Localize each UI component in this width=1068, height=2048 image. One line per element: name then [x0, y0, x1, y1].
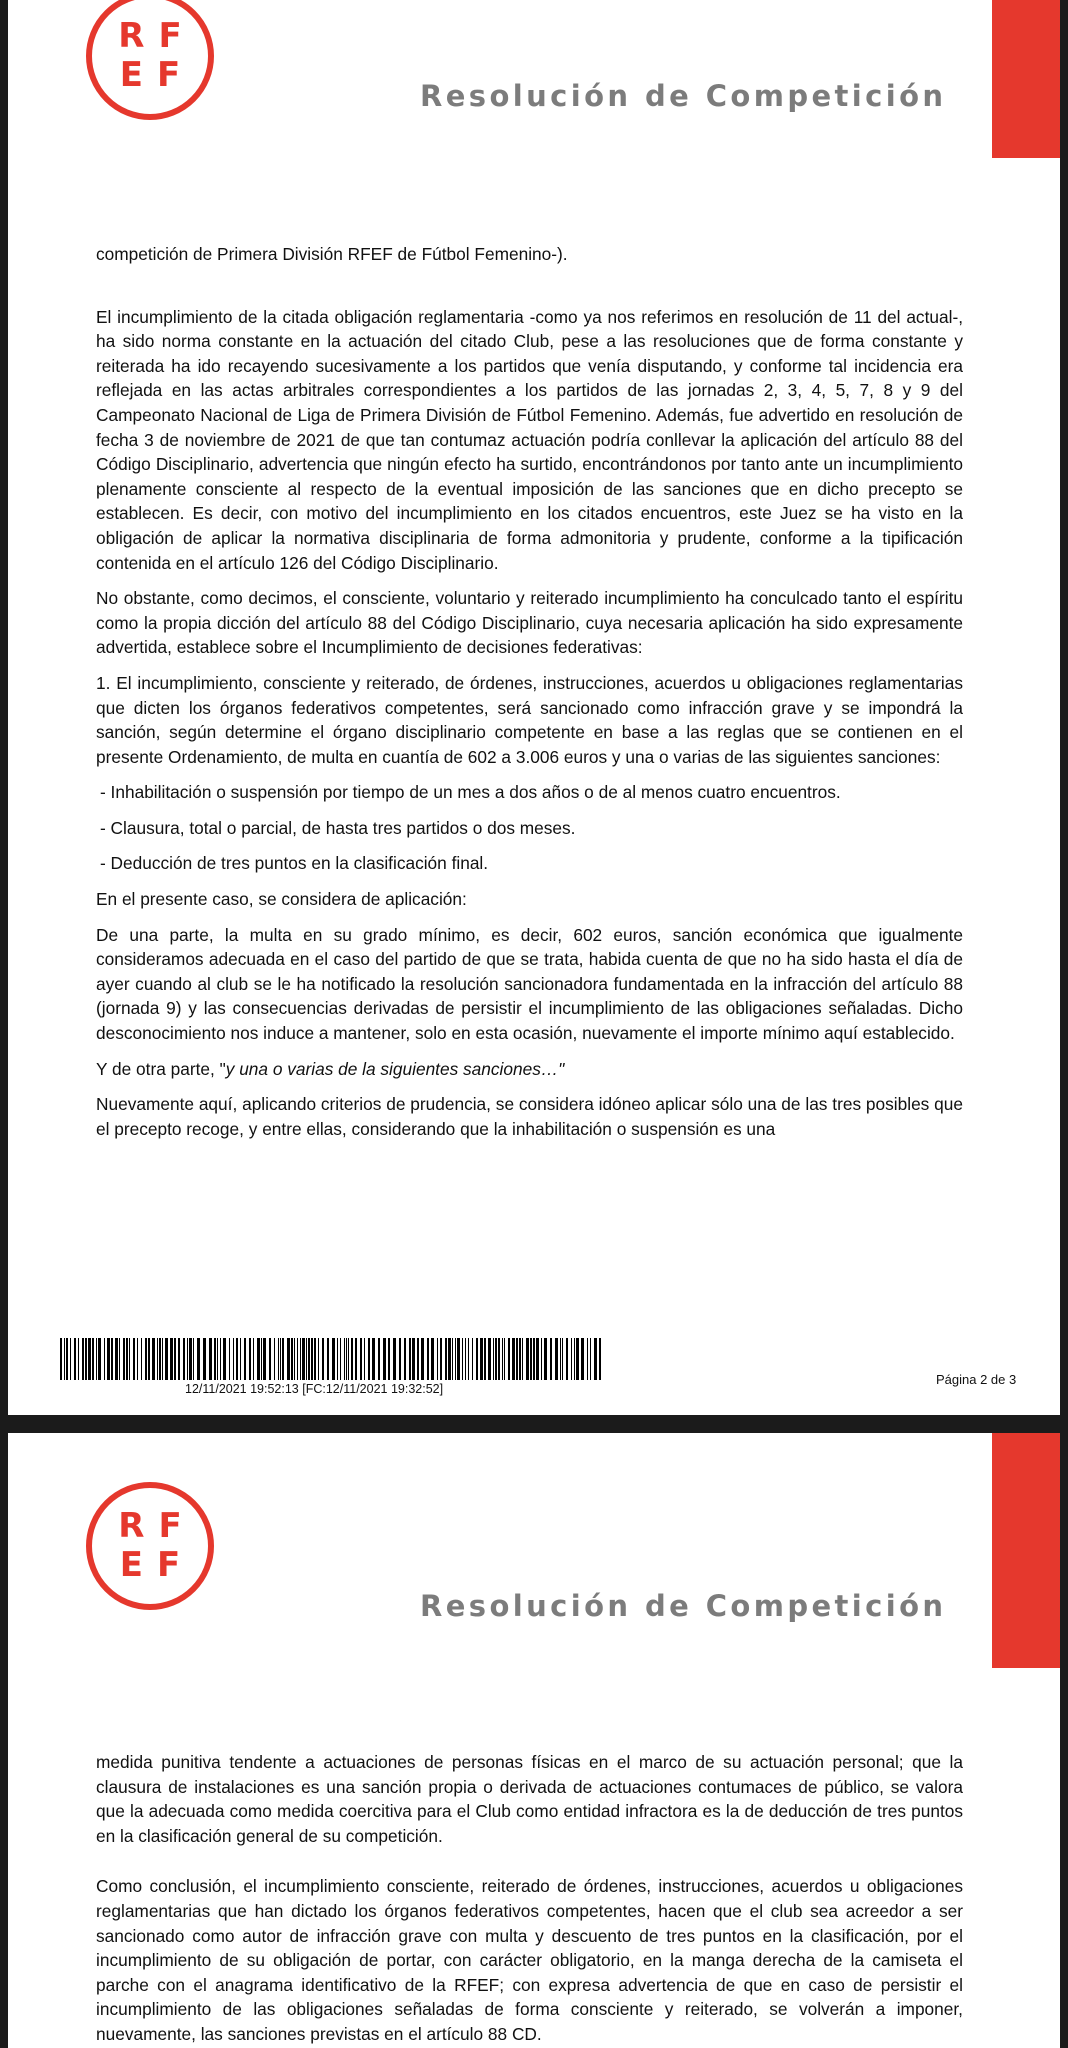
barcode-stripe	[465, 1338, 466, 1380]
barcode-stripe	[78, 1338, 79, 1380]
barcode-stripe	[476, 1338, 478, 1380]
barcode-stripe	[306, 1338, 307, 1380]
page-body-text	[96, 1750, 963, 2048]
barcode-stripe	[437, 1338, 438, 1380]
barcode-stripe	[236, 1338, 238, 1380]
barcode-stripe	[282, 1338, 284, 1380]
barcode-stripe	[512, 1338, 515, 1380]
barcode-stripe	[197, 1338, 200, 1380]
barcode-timestamp: 12/11/2021 19:52:13 [FC:12/11/2021 19:32:52]	[185, 1382, 444, 1396]
red-accent-bar	[992, 1433, 1060, 1668]
barcode-stripe	[318, 1338, 319, 1380]
barcode-stripe	[123, 1338, 125, 1380]
barcode-stripe	[541, 1338, 542, 1380]
barcode-stripe	[378, 1338, 380, 1380]
barcode-stripe	[504, 1338, 505, 1380]
barcode-stripe	[571, 1338, 572, 1380]
barcode-stripe	[257, 1338, 260, 1380]
barcode-stripe	[145, 1338, 147, 1380]
barcode-stripe	[165, 1338, 168, 1380]
barcode-stripe	[457, 1338, 460, 1380]
barcode-stripe	[115, 1338, 118, 1380]
barcode-stripe	[587, 1338, 588, 1380]
barcode-stripe	[66, 1338, 68, 1380]
barcode-stripe	[544, 1338, 547, 1380]
barcode-stripe	[498, 1338, 500, 1380]
barcode-stripe	[174, 1338, 176, 1380]
barcode-stripe	[421, 1338, 424, 1380]
paragraph: No obstante, como decimos, el consciente, voluntario y reiterado incumplimiento ha conculcado tanto el espíritu como la propia dicción del artículo 88 del Código Disciplinario, cuya necesaria aplicación ha sido expresamente advertida, establece sobre el Incumplimiento de decisiones federativas:	[96, 588, 963, 658]
barcode-stripe	[417, 1338, 419, 1380]
barcode-stripe	[189, 1338, 192, 1380]
barcode-stripe	[412, 1338, 415, 1380]
barcode-stripe	[455, 1338, 456, 1380]
barcode-stripe	[448, 1338, 451, 1380]
barcode-stripe	[74, 1338, 76, 1380]
red-accent-bar	[992, 0, 1060, 158]
barcode-stripe	[253, 1338, 254, 1380]
barcode-stripe	[64, 1338, 65, 1380]
barcode-stripe	[193, 1338, 194, 1380]
barcode-stripe	[388, 1338, 390, 1380]
barcode-stripe	[368, 1338, 370, 1380]
barcode-stripe	[346, 1338, 347, 1380]
paragraph: medida punitiva tendente a actuaciones de personas físicas en el marco de su actuación personal; que la clausura de instalaciones es una sanción propia o derivada de actuaciones contumaces de público, se valora que la adecuada como medida coercitiva para el Club como entidad infractora es la de deducción de tres puntos en la clasificación general de su competición.	[96, 1752, 963, 1846]
barcode-stripe	[111, 1338, 113, 1380]
barcode-stripe	[233, 1338, 234, 1380]
barcode-stripe	[170, 1338, 173, 1380]
barcode-stripe	[355, 1338, 357, 1380]
page-number: Página 2 de 3	[936, 1372, 1017, 1387]
paragraph: El incumplimiento de la citada obligación reglamentaria -como ya nos referimos en resolución de 11 del actual-, ha sido norma constante en la actuación del citado Club, pese a las resoluciones que de forma constante y reiterada ha ido recayendo sucesivamente a los partidos que venía disputando, y conforme tal incidencia era reflejada en las actas arbitrales correspondientes a los partidos de las jornadas 2, 3, 4, 5, 7, 8 y 9 del Campeonato Nacional de Liga de Primera División de Fútbol Femenino. Además, fue advertido en resolución de fecha 3 de noviembre de 2021 de que tan contumaz actuación podría conllevar la aplicación del artículo 88 del Código Disciplinario, advertencia que ningún efecto ha surtido, encontrándonos por tanto ante un incumplimiento plenamente consciente al respecto de la eventual imposición de las sanciones que en dicho precepto se establecen. Es decir, con motivo del incumplimiento en los citados encuentros, este Juez se ha visto en la obligación de aplicar la normativa disciplinaria de forma admonitoria y prudente, conforme a la tipificación contenida en el artículo 126 del Código Disciplinario.	[96, 306, 963, 573]
barcode-stripe	[60, 1338, 62, 1380]
barcode-stripe	[526, 1338, 529, 1380]
barcode-stripe	[590, 1338, 591, 1380]
barcode-stripe	[560, 1338, 561, 1380]
barcode-stripe	[393, 1338, 396, 1380]
barcode-stripe	[581, 1338, 584, 1380]
barcode-stripe	[159, 1338, 161, 1380]
barcode-stripe	[291, 1338, 293, 1380]
barcode-stripe	[82, 1338, 84, 1380]
barcode-stripe	[85, 1338, 87, 1380]
list-item: - Deducción de tres puntos en la clasificación final.	[100, 853, 489, 874]
barcode-stripe	[280, 1338, 281, 1380]
barcode-stripe	[322, 1338, 324, 1380]
barcode-stripe	[427, 1338, 429, 1380]
paragraph: En el presente caso, se considera de aplicación:	[96, 889, 467, 910]
barcode-stripe	[522, 1338, 523, 1380]
barcode-stripe	[351, 1338, 353, 1380]
barcode-stripe	[220, 1338, 221, 1380]
barcode-stripe	[530, 1338, 532, 1380]
barcode-stripe	[314, 1338, 316, 1380]
barcode-stripe	[278, 1338, 279, 1380]
barcode-stripe	[157, 1338, 158, 1380]
barcode-stripe	[484, 1338, 486, 1380]
barcode-stripe	[311, 1338, 313, 1380]
barcode-stripe	[148, 1338, 150, 1380]
barcode-stripe	[229, 1338, 230, 1380]
barcode-stripe	[495, 1338, 497, 1380]
document-page-2	[8, 0, 1060, 1415]
barcode-stripe	[287, 1338, 290, 1380]
paragraph-quote: Y de otra parte, "y una o varias de la siguientes sanciones…"	[96, 1058, 565, 1079]
barcode-stripe	[462, 1338, 463, 1380]
barcode-stripe	[383, 1338, 386, 1380]
barcode-stripe	[468, 1338, 469, 1380]
barcode-stripe	[209, 1338, 212, 1380]
barcode-stripe	[533, 1338, 535, 1380]
barcode-stripe	[70, 1338, 71, 1380]
barcode-stripe	[126, 1338, 128, 1380]
barcode-stripe	[187, 1338, 188, 1380]
barcode-stripe	[332, 1338, 335, 1380]
barcode-stripe	[244, 1338, 246, 1380]
barcode-stripe	[274, 1338, 275, 1380]
barcode-stripe	[372, 1338, 375, 1380]
barcode-stripe	[445, 1338, 447, 1380]
barcode-stripe	[364, 1338, 365, 1380]
page-body-text	[96, 242, 963, 1152]
barcode-stripe	[96, 1338, 97, 1380]
barcode-stripe	[480, 1338, 483, 1380]
barcode-stripe	[141, 1338, 142, 1380]
barcode-stripe	[294, 1338, 295, 1380]
barcode-stripe	[562, 1338, 563, 1380]
barcode-stripe	[92, 1338, 94, 1380]
list-item: - Inhabilitación o suspensión por tiempo de un mes a dos años o de al menos cuatro encuentros.	[100, 782, 841, 803]
barcode-stripe	[107, 1338, 110, 1380]
barcode-stripe	[399, 1338, 401, 1380]
barcode-stripe	[337, 1338, 338, 1380]
barcode-stripe	[555, 1338, 558, 1380]
rfef-logo: RF EF	[86, 0, 214, 120]
barcode-stripe	[223, 1338, 226, 1380]
barcode-stripe	[261, 1338, 262, 1380]
barcode-stripe	[508, 1338, 510, 1380]
barcode-stripe	[249, 1338, 251, 1380]
list-item: - Clausura, total o parcial, de hasta tres partidos o dos meses.	[100, 817, 576, 838]
barcode-stripe	[493, 1338, 494, 1380]
barcode-stripe	[214, 1338, 216, 1380]
barcode-stripe	[137, 1338, 138, 1380]
barcode-stripe	[340, 1338, 341, 1380]
barcode-stripe	[516, 1338, 518, 1380]
barcode-stripe	[431, 1338, 434, 1380]
barcode-stripe	[488, 1338, 491, 1380]
barcode-stripe	[217, 1338, 218, 1380]
document-page-3	[8, 1433, 1060, 2048]
barcode-stripe	[404, 1338, 406, 1380]
paragraph: Nuevamente aquí, aplicando criterios de prudencia, se considera idóneo aplicar sólo una de las tres posibles que el precepto recoge, y entre ellas, considerando que la inhabilitación o suspensión es una	[96, 1094, 963, 1139]
barcode-stripe	[240, 1338, 241, 1380]
barcode-stripe	[133, 1338, 135, 1380]
rfef-logo: RF EF	[86, 1482, 214, 1610]
barcode-stripe	[183, 1338, 185, 1380]
barcode-stripe	[129, 1338, 130, 1380]
barcode-stripe	[178, 1338, 180, 1380]
barcode-stripe	[599, 1338, 601, 1380]
barcode-stripe	[104, 1338, 105, 1380]
barcode-stripe	[594, 1338, 597, 1380]
barcode-stripe	[566, 1338, 568, 1380]
barcode-stripe	[576, 1338, 579, 1380]
paragraph: 1. El incumplimiento, consciente y reiterado, de órdenes, instrucciones, acuerdos u obligaciones reglamentarias que dicten los órganos federativos competentes, será sancionado como infracción grave y se impondrá la sanción, según determine el órgano disciplinario competente en base a las reglas que se contienen en el presente Ordenamiento, de multa en cuantía de 602 a 3.006 euros y una o varias de las siguientes sanciones:	[96, 672, 963, 767]
barcode-stripe	[98, 1338, 101, 1380]
barcode-stripe	[203, 1338, 206, 1380]
barcode-stripe	[297, 1338, 298, 1380]
barcode-stripe	[269, 1338, 271, 1380]
barcode	[60, 1338, 603, 1380]
barcode-stripe	[263, 1338, 266, 1380]
barcode-stripe	[574, 1338, 575, 1380]
barcode-stripe	[308, 1338, 310, 1380]
barcode-stripe	[302, 1338, 305, 1380]
paragraph: De una parte, la multa en su grado mínimo, es decir, 602 euros, sanción económica que igualmente consideramos adecuada en el caso del partido de que se trata, habida cuenta de que no ha sido hasta el día de ayer cuando al club se le ha notificado la resolución sancionadora fundamentada en la infracción del artículo 88 (jornada 9) y las consecuencias derivadas de persistir el incumplimiento de las obligaciones señaladas. Dicho desconocimiento nos induce a mantener, solo en esta ocasión, nuevamente el importe mínimo aquí establecido.	[96, 924, 963, 1044]
document-title: Resolución de Competición	[420, 79, 947, 113]
barcode-stripe	[502, 1338, 503, 1380]
barcode-stripe	[536, 1338, 539, 1380]
barcode-stripe	[550, 1338, 552, 1380]
barcode-stripe	[440, 1338, 442, 1380]
barcode-stripe	[409, 1338, 411, 1380]
barcode-stripe	[472, 1338, 473, 1380]
document-title: Resolución de Competición	[420, 1589, 947, 1623]
barcode-stripe	[152, 1338, 155, 1380]
paragraph: competición de Primera División RFEF de Fútbol Femenino-).	[96, 244, 568, 264]
barcode-stripe	[519, 1338, 521, 1380]
barcode-stripe	[300, 1338, 301, 1380]
paragraph: Como conclusión, el incumplimiento consciente, reiterado de órdenes, instrucciones, acuerdos u obligaciones reglamentarias que han dictado los órganos federativos competentes, hacen que el club sea acreedor a ser sancionado como autor de infracción grave con multa y descuento de tres puntos en la clasificación, por el incumplimiento de su obligación de portar, con carácter obligatorio, en la manga derecha de la camiseta el parche con el anagrama identificativo de la RFEF; con expresa advertencia de que en caso de persistir el incumplimiento de las obligaciones señaladas de forma consciente y reiterado, se volverán a imponer, nuevamente, las sanciones previstas en el artículo 88 CD.	[96, 1876, 963, 2044]
barcode-stripe	[344, 1338, 345, 1380]
barcode-stripe	[360, 1338, 362, 1380]
barcode-stripe	[348, 1338, 349, 1380]
barcode-stripe	[452, 1338, 453, 1380]
barcode-stripe	[162, 1338, 163, 1380]
barcode-stripe	[327, 1338, 329, 1380]
barcode-block	[60, 1338, 603, 1396]
barcode-stripe	[119, 1338, 120, 1380]
barcode-stripe	[88, 1338, 91, 1380]
